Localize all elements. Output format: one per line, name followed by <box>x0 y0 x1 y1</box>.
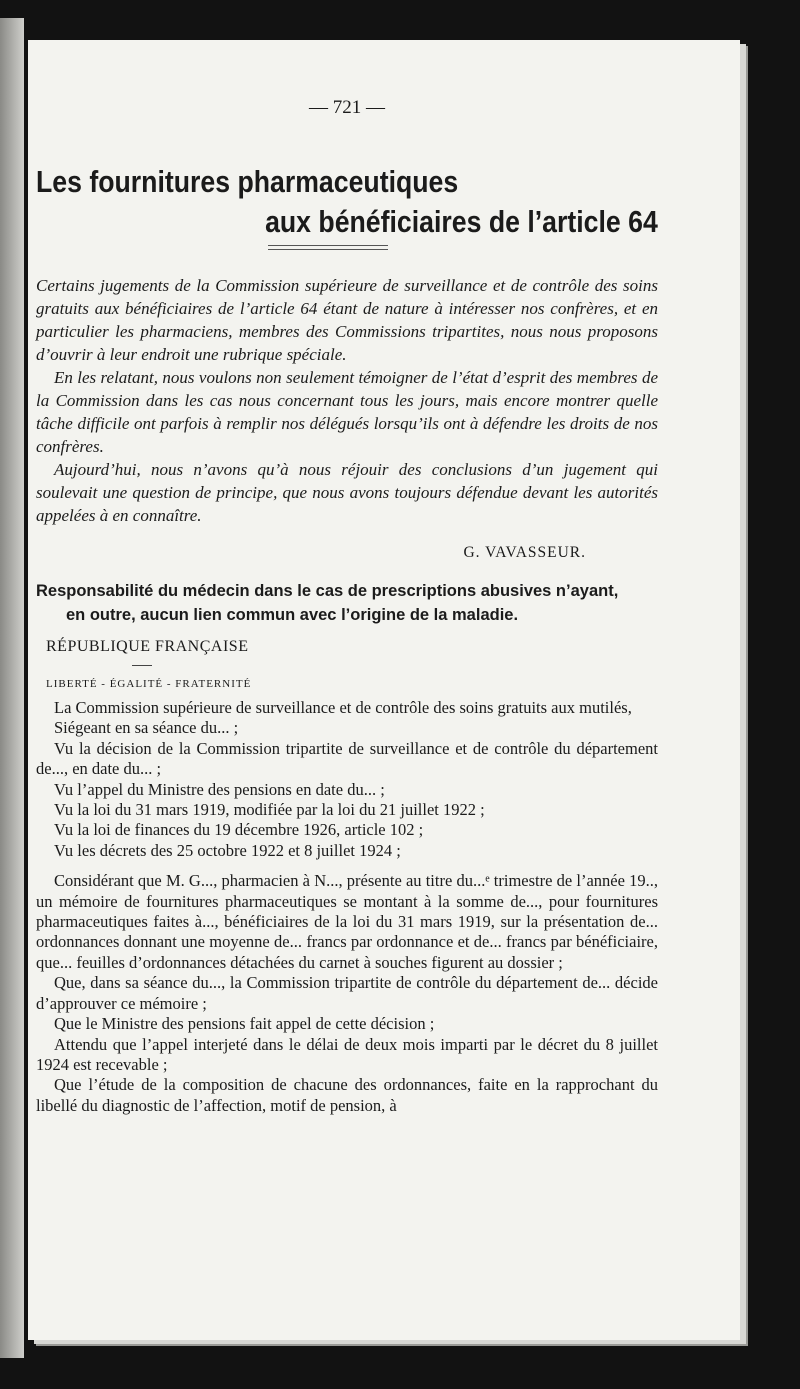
section-title <box>36 579 658 627</box>
body-line: Vu l’appel du Ministre des pensions en date du... ; <box>54 779 385 799</box>
body-line: Vu la loi de finances du 19 décembre 1926, article 102 ; <box>54 820 424 840</box>
previous-page-edge <box>0 18 24 1358</box>
body-line: Vu les décrets des 25 octobre 1922 et 8 juillet 1924 ; <box>54 840 401 860</box>
body-line: Que, dans sa séance du..., la Commission tripartite de contrôle du département de... décide d’approuver ce mémoire ; <box>36 973 658 1013</box>
intro-paragraph: Certains jugements de la Commission supérieure de surveillance et de contrôle des soins gratuits aux bénéficiaires de l’article 64 étant de nature à intéresser nos confrères, et en particulier les pharmaciens, membres des Commissions tripartites, nous nous proposons d’ouvrir à leur endroit une rubrique spéciale. <box>36 276 658 364</box>
page-number: — 721 — <box>309 97 385 118</box>
title-line-2: aux bénéficiaires de l’article 64 <box>265 204 658 239</box>
paragraph-gap <box>36 861 658 871</box>
body-line: Vu la décision de la Commission tripartite de surveillance et de contrôle du département de..., en date du... ; <box>36 738 658 779</box>
author-signature: G. VAVASSEUR. <box>463 544 586 561</box>
body-line: Que le Ministre des pensions fait appel de cette décision ; <box>54 1014 435 1034</box>
motto: LIBERTÉ - ÉGALITÉ - FRATERNITÉ <box>46 678 252 690</box>
body-line: Que l’étude de la composition de chacune des ordonnances, faite en la rapprochant du libellé du diagnostic de l’affection, motif de pension, à <box>36 1075 658 1115</box>
section-title-line-2: en outre, aucun lien commun avec l’origine de la maladie. <box>66 606 519 624</box>
body-line: La Commission supérieure de surveillance et de contrôle des soins gratuits aux mutilés, <box>54 698 632 717</box>
judgment-text <box>36 698 658 1116</box>
heading-divider <box>132 665 152 666</box>
intro-text <box>36 274 658 527</box>
body-line: Siégeant en sa séance du... ; <box>54 718 239 738</box>
body-line: Attendu que l’appel interjeté dans le délai de deux mois imparti par le décret du 8 juillet 1924 est recevable ; <box>36 1034 658 1074</box>
section-title-line-1: Responsabilité du médecin dans le cas de prescriptions abusives n’ayant, <box>36 582 619 600</box>
book-page <box>28 40 740 1340</box>
republic-heading: RÉPUBLIQUE FRANÇAISE <box>46 638 249 655</box>
intro-paragraph: Aujourd’hui, nous n’avons qu’à nous réjouir des conclusions d’un jugement qui soulevait une question de principe, que nous avons toujours défendue devant les autorités appelées à en connaître. <box>36 460 658 525</box>
title-divider <box>268 245 388 250</box>
intro-paragraph: En les relatant, nous voulons non seulement témoigner de l’état d’esprit des membres de la Commission dans les cas nous concernant tous les jours, mais encore montrer quelle tâche difficile ont parfois à remplir nos délégués lorsqu’ils ont à défendre les droits de nos confrères. <box>36 368 658 456</box>
title-line-1: Les fournitures pharmaceutiques <box>36 164 459 199</box>
article-title <box>36 162 658 242</box>
body-line: Vu la loi du 31 mars 1919, modifiée par la loi du 21 juillet 1922 ; <box>54 800 485 820</box>
body-line: Considérant que M. G..., pharmacien à N..., présente au titre du...ᵉ trimestre de l’année 19.., un mémoire de fournitures pharmaceutiques se montant à la somme de..., pour fournitures pharmaceutiques faites à..., bénéficiaires de la loi du 31 mars 1919, sur la présentation de... ordonnances donnant une moyenne de... francs par ordonnance et de... francs par bénéficiaire, que... feuilles d’ordonnances détachées du carnet à souches figurent au dossier ; <box>36 871 658 972</box>
